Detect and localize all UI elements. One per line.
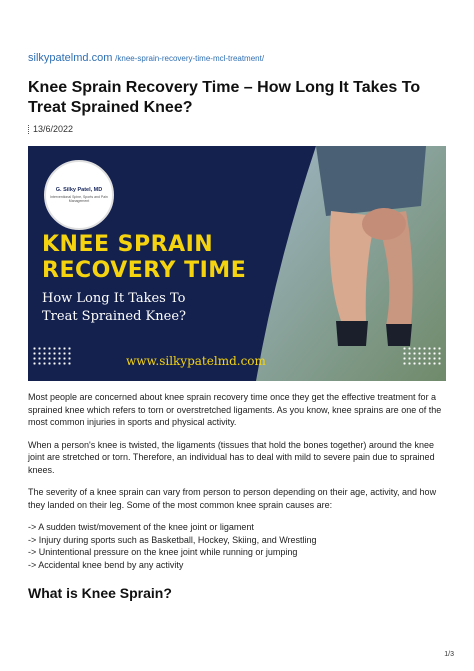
article-body [28,391,446,583]
section-heading: What is Knee Sprain? [28,585,172,601]
date-marker-icon [28,125,30,134]
hero-banner [28,146,446,381]
paragraph-1: Most people are concerned about knee sprain recovery time once they get the effective treatment for a sprained knee which refers to torn or overstretched ligaments. As you know, knee sprains are one of the most common injuries in sports and physical activity. [28,392,442,427]
logo-subtitle: Interventional Spine, Sports and Pain Management [50,195,108,203]
paragraph-2: When a person's knee is twisted, the ligaments (tissues that hold the bones together) around the knee joint are stretched or torn. Therefore, an individual has to deal with mild to severe pain due to sprained knees. [28,439,435,475]
list-item: -> A sudden twist/movement of the knee joint or ligament [28,522,254,532]
headline-line-1: KNEE SPRAIN [42,232,214,257]
url-domain[interactable]: silkypatelmd.com [28,52,113,64]
publish-date [28,124,73,134]
dot-pattern-left [32,346,72,366]
list-item: -> Accidental knee bend by any activity [28,559,184,570]
date-text: 13/6/2022 [33,124,74,134]
subhead-line-2: Treat Sprained Knee? [42,309,186,324]
list-item: -> Injury during sports such as Basketball, Hockey, Skiing, and Wrestling [28,534,317,545]
causes-list [28,521,446,571]
paragraph-3: The severity of a knee sprain can vary from person to person depending on their age, activity, and how they landed on their leg. Some of the most common knee sprain causes are: [28,487,437,510]
list-item: -> Unintentional pressure on the knee joint while running or jumping [28,547,298,557]
page-number: 1/3 [444,651,454,658]
doctor-logo [44,160,114,230]
logo-name: G. Silky Patel, MD [55,187,103,193]
banner-subhead [42,290,186,326]
source-url[interactable] [28,52,264,64]
banner-website: www.silkypatelmd.com [126,354,266,368]
banner-headline [42,232,246,284]
subhead-line-1: How Long It Takes To [42,291,186,306]
article-title: Knee Sprain Recovery Time – How Long It Takes To Treat Sprained Knee? [28,79,421,116]
headline-line-2: RECOVERY TIME [42,258,247,283]
url-path[interactable]: /knee-sprain-recovery-time-mcl-treatment/ [115,54,265,63]
dot-pattern-right [402,346,442,366]
